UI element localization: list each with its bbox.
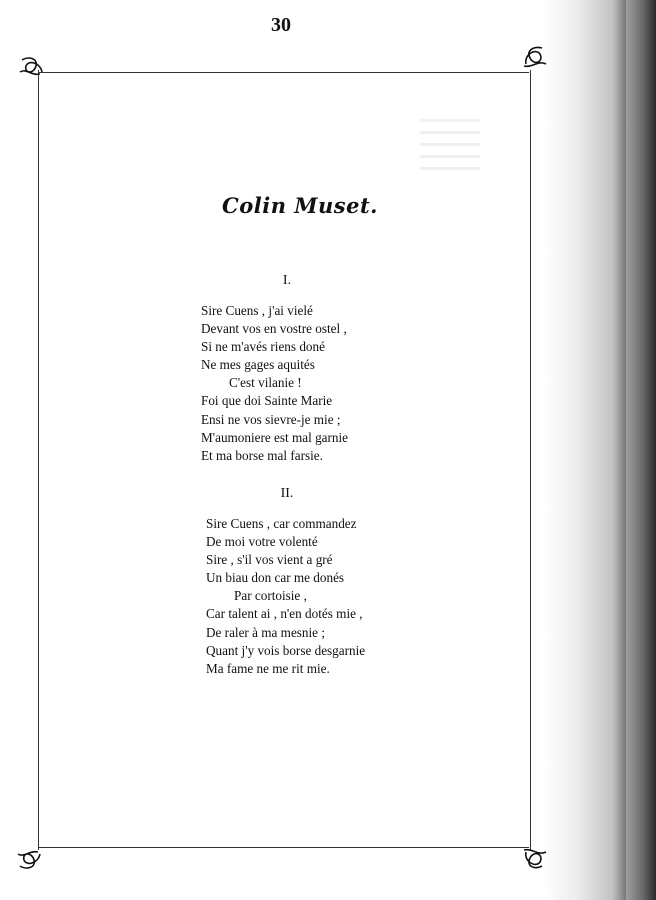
verse-line: Ensi ne vos sievre-je mie ; bbox=[201, 411, 341, 427]
verse-line: Sire Cuens , car commandez bbox=[206, 516, 357, 531]
stanza-number: I. bbox=[282, 273, 292, 288]
stanza bbox=[206, 515, 365, 678]
corner-flourish-icon bbox=[16, 846, 44, 872]
verse-line: Un biau don car me donés bbox=[206, 570, 345, 586]
frame-top-rule bbox=[38, 72, 529, 73]
verse-line: Si ne m'avés riens doné bbox=[201, 339, 325, 355]
verse-line: Sire , s'il vos vient a gré bbox=[206, 552, 333, 568]
verse-line: Ma fame ne me rit mie. bbox=[206, 660, 330, 676]
verse-line: Sire Cuens , j'ai vielé bbox=[201, 303, 313, 318]
verse-line: De moi votre volenté bbox=[206, 534, 318, 550]
verse-line: Et ma borse mal farsie. bbox=[201, 447, 323, 463]
verse-line: Foi que doi Sainte Marie bbox=[201, 393, 333, 409]
page-number: 30 bbox=[271, 14, 291, 36]
corner-flourish-icon bbox=[520, 846, 548, 872]
verse-line: Quant j'y vois borse desgarnie bbox=[206, 642, 366, 658]
verse-line: M'aumoniere est mal garnie bbox=[201, 429, 349, 445]
verse-line: Car talent ai , n'en dotés mie , bbox=[206, 606, 363, 622]
verse-line: C'est vilanie ! bbox=[229, 375, 302, 391]
page-fold bbox=[612, 0, 626, 900]
corner-flourish-icon bbox=[18, 54, 46, 80]
stanza-number: II. bbox=[280, 486, 294, 501]
corner-flourish-icon bbox=[520, 44, 548, 70]
verse-line: De raler à ma mesnie ; bbox=[206, 624, 325, 640]
verse-line: Par cortoisie , bbox=[234, 588, 307, 604]
stanza bbox=[201, 302, 348, 465]
page-edge-shadow bbox=[544, 0, 656, 900]
frame-bottom-rule bbox=[38, 847, 529, 848]
verse-line: Ne mes gages aquités bbox=[201, 357, 315, 373]
verse-line: Devant vos en vostre ostel , bbox=[201, 321, 347, 337]
poem-title: Colin Muset. bbox=[222, 193, 378, 218]
